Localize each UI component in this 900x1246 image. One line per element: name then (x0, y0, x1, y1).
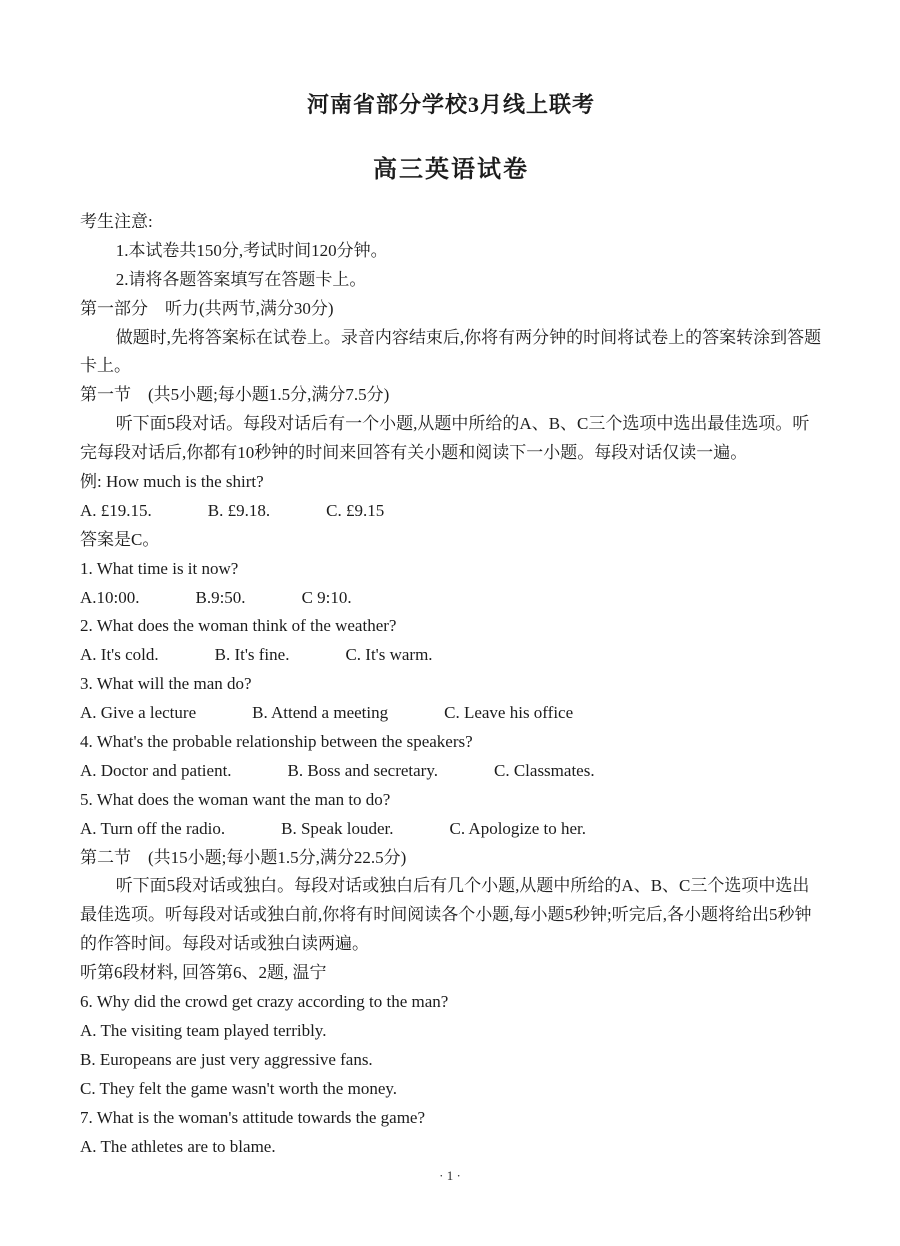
question-6: 6. Why did the crowd get crazy according to the man? (80, 992, 449, 1012)
option-c: C 9:10. (301, 587, 352, 607)
section1-heading: 第一节 (共5小题;每小题1.5分,满分7.5分) (80, 385, 390, 405)
example-answer: 答案是C。 (80, 529, 160, 549)
option-c: C. Leave his office (444, 703, 574, 723)
question-3: 3. What will the man do? (80, 674, 252, 694)
option-b: B. It's fine. (214, 645, 290, 665)
option-a: A. Doctor and patient. (80, 760, 232, 780)
question-2: 2. What does the woman think of the weather? (80, 616, 397, 636)
options-3 (80, 699, 822, 728)
option-a: A. Turn off the radio. (80, 818, 226, 838)
options-4 (80, 757, 822, 786)
option-b: B. Boss and secretary. (287, 760, 438, 780)
part1-heading: 第一部分 听力(共两节,满分30分) (80, 298, 334, 318)
option-c: C. £9.15 (326, 500, 385, 520)
section2-instructions: 听下面5段对话或独白。每段对话或独白后有几个小题,从题中所给的A、B、C三个选项中选出最佳选项。听每段对话或独白前,你将有时间阅读各个小题,每小题5秒钟;听完后,各小题将给出5秒钟的作答时间。每段对话或独白读两遍。 (80, 876, 812, 954)
option-c: C. Apologize to her. (449, 818, 586, 838)
example-question: 例: How much is the shirt? (80, 472, 264, 492)
question-6-option-c: C. They felt the game wasn't worth the money. (80, 1078, 398, 1098)
exam-title: 河南省部分学校3月线上联考 (306, 92, 595, 117)
section1-instructions: 听下面5段对话。每段对话后有一个小题,从题中所给的A、B、C三个选项中选出最佳选项。听完每段对话后,你都有10秒钟的时间来回答有关小题和阅读下一小题。每段对话仅读一遍。 (80, 414, 810, 463)
option-a: A. Give a lecture (80, 703, 197, 723)
option-a: A.10:00. (80, 587, 140, 607)
notice-item-2: 2.请将各题答案填写在答题卡上。 (115, 269, 367, 289)
material-6-note: 听第6段材料, 回答第6、2题, 温宁 (80, 963, 327, 983)
option-b: B.9:50. (195, 587, 246, 607)
option-a: A. £19.15. (80, 500, 152, 520)
question-6-option-a: A. The visiting team played terribly. (80, 1020, 327, 1040)
options-1 (80, 584, 822, 613)
section2-heading: 第二节 (共15小题;每小题1.5分,满分22.5分) (80, 847, 407, 867)
question-1: 1. What time is it now? (80, 558, 239, 578)
exam-subtitle: 高三英语试卷 (373, 157, 529, 183)
options-5 (80, 815, 822, 844)
option-c: C. Classmates. (494, 760, 595, 780)
question-5: 5. What does the woman want the man to do? (80, 789, 391, 809)
question-6-option-b: B. Europeans are just very aggressive fans. (80, 1049, 373, 1069)
notice-item-1: 1.本试卷共150分,考试时间120分钟。 (115, 240, 388, 260)
option-b: B. £9.18. (207, 500, 271, 520)
document-body (80, 208, 822, 1161)
option-a: A. It's cold. (80, 645, 159, 665)
question-4: 4. What's the probable relationship between the speakers? (80, 732, 473, 752)
page-number: · 1 · (439, 1168, 461, 1183)
part1-instructions: 做题时,先将答案标在试卷上。录音内容结束后,你将有两分钟的时间将试卷上的答案转涂到答题卡上。 (80, 327, 822, 376)
option-c: C. It's warm. (345, 645, 433, 665)
option-b: B. Speak louder. (281, 818, 394, 838)
example-options (80, 497, 822, 526)
question-7: 7. What is the woman's attitude towards the game? (80, 1107, 426, 1127)
option-b: B. Attend a meeting (252, 703, 389, 723)
notice-heading: 考生注意: (80, 212, 153, 231)
options-2 (80, 641, 822, 670)
question-7-option-a: A. The athletes are to blame. (80, 1136, 276, 1156)
